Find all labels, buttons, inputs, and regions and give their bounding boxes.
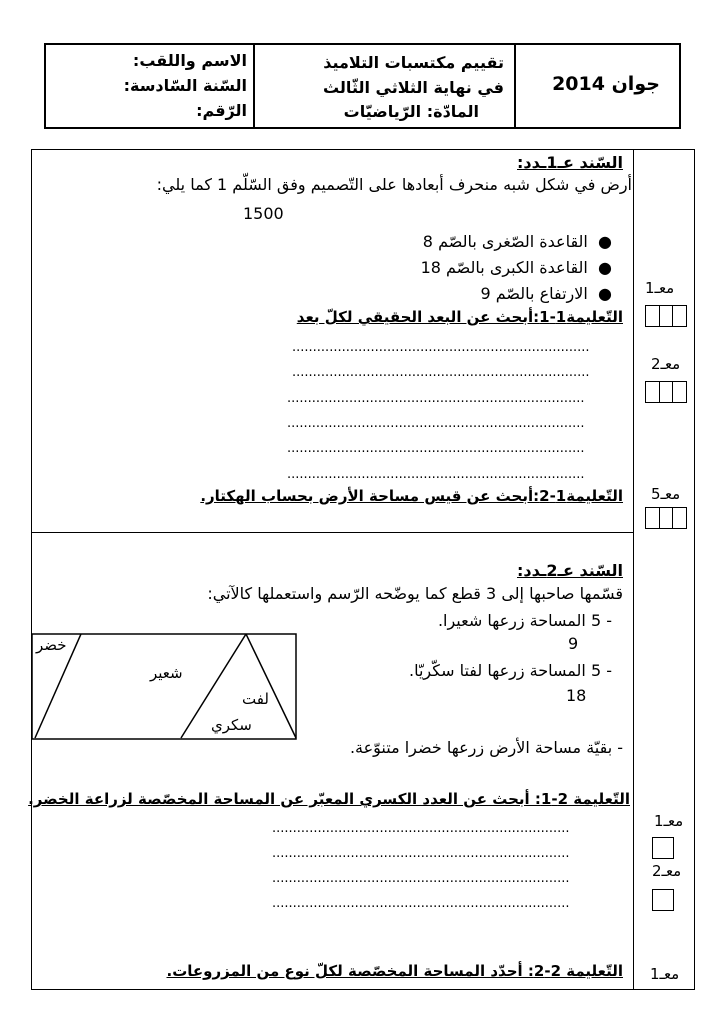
figure-label-beet: سكري: [211, 716, 252, 734]
fraction-denominator: 9: [568, 634, 579, 653]
answer-line[interactable]: ........................................................................: [272, 871, 570, 886]
header-divider: [514, 45, 516, 127]
task-1-2: التّعليمة1-2:أبحث عن قيس مساحة الأرض بحساب الهكتار.: [200, 487, 623, 505]
list-item: [481, 284, 613, 303]
list-item: [423, 232, 612, 251]
criterion-label: معـ1: [654, 812, 684, 830]
answer-line[interactable]: ........................................................................: [287, 416, 585, 431]
answer-line[interactable]: ........................................................................: [272, 846, 570, 861]
list-item-text: القاعدة الصّغرى بالصّم 8: [422, 232, 588, 251]
answer-line[interactable]: ........................................................................: [287, 467, 585, 482]
section-divider: [31, 532, 633, 533]
answer-line[interactable]: ........................................................................: [287, 441, 585, 456]
exam-title-line2: في نهاية الثلاثي الثّالث: [322, 78, 504, 97]
usage-line-barley: - 5 المساحة زرعها شعيرا.: [437, 611, 612, 630]
criterion-label: معـ5: [651, 485, 681, 503]
score-grid[interactable]: [645, 305, 687, 327]
usage-line-vegetables: - بقيّة مساحة الأرض زرعها خضرا متنوّعة.: [349, 738, 623, 757]
header-box: [44, 43, 681, 129]
sanad2-heading: السّند عـ2ـدد:: [517, 561, 623, 580]
score-box[interactable]: [652, 889, 674, 911]
list-item: [421, 258, 612, 277]
sanad1-heading: السّند عـ1ـدد:: [517, 153, 623, 172]
scale-denominator: 1500: [243, 204, 284, 223]
subject-label: المادّة: الرّياضيّات: [343, 102, 479, 121]
number-label: الرّقم:: [196, 101, 247, 120]
answer-line[interactable]: ........................................................................: [287, 391, 585, 406]
list-item-text: الارتفاع بالصّم 9: [480, 284, 588, 303]
list-item-text: القاعدة الكبرى بالصّم 18: [420, 258, 588, 277]
task-2-2: التّعليمة 2-2: أحدّد المساحة المخصّصة لكلّ نوع من المزروعات.: [166, 962, 623, 980]
answer-line[interactable]: ........................................................................: [272, 896, 570, 911]
class-label: السّنة السّادسة:: [123, 76, 247, 95]
sanad2-intro: قسّمها صاحبها إلى 3 قطع كما يوضّحه الرّسم واستعملها كالآتي:: [207, 584, 623, 603]
score-grid[interactable]: [645, 381, 687, 403]
sanad1-intro: أرض في شكل شبه منحرف أبعادها على التّصميم وفق السّلّم 1 كما يلي:: [156, 175, 632, 194]
score-grid[interactable]: [645, 507, 687, 529]
figure-frame: [32, 634, 296, 739]
field-division-figure: [31, 633, 297, 741]
exam-title-line1: تقييم مكتسبات التلاميذ: [323, 53, 504, 72]
answer-line[interactable]: ........................................................................: [272, 821, 570, 836]
figure-divider-line: [246, 634, 296, 738]
figure-label-vegetables: خضر: [36, 636, 67, 654]
bullet-icon: ●: [598, 232, 612, 251]
score-box[interactable]: [652, 837, 674, 859]
usage-line-beet: - 5 المساحة زرعها لفتا سكّريّا.: [409, 661, 612, 680]
exam-date: جوان 2014: [552, 73, 660, 95]
criterion-label: معـ2: [652, 862, 682, 880]
criterion-label: معـ1: [650, 965, 680, 983]
criterion-label: معـ2: [651, 355, 681, 373]
answer-line[interactable]: ........................................................................: [292, 340, 590, 355]
figure-label-barley: شعير: [150, 664, 183, 682]
criteria-column-divider: [633, 149, 634, 990]
bullet-icon: ●: [598, 258, 612, 277]
bullet-icon: ●: [598, 284, 612, 303]
task-2-1: التّعليمة 2-1: أبحث عن العدد الكسري المعبّر عن المساحة المخصّصة لزراعة الخضر.: [28, 790, 630, 808]
criterion-label: معـ1: [645, 279, 675, 297]
fraction-denominator: 18: [566, 686, 587, 705]
figure-label-beet: لفت: [242, 690, 269, 708]
task-1-1: التّعليمة1-1:أبحث عن البعد الحقيقي لكلّ بعد: [296, 308, 623, 326]
header-divider: [253, 45, 255, 127]
name-label: الاسم واللقب:: [132, 51, 247, 70]
answer-line[interactable]: ........................................................................: [292, 365, 590, 380]
